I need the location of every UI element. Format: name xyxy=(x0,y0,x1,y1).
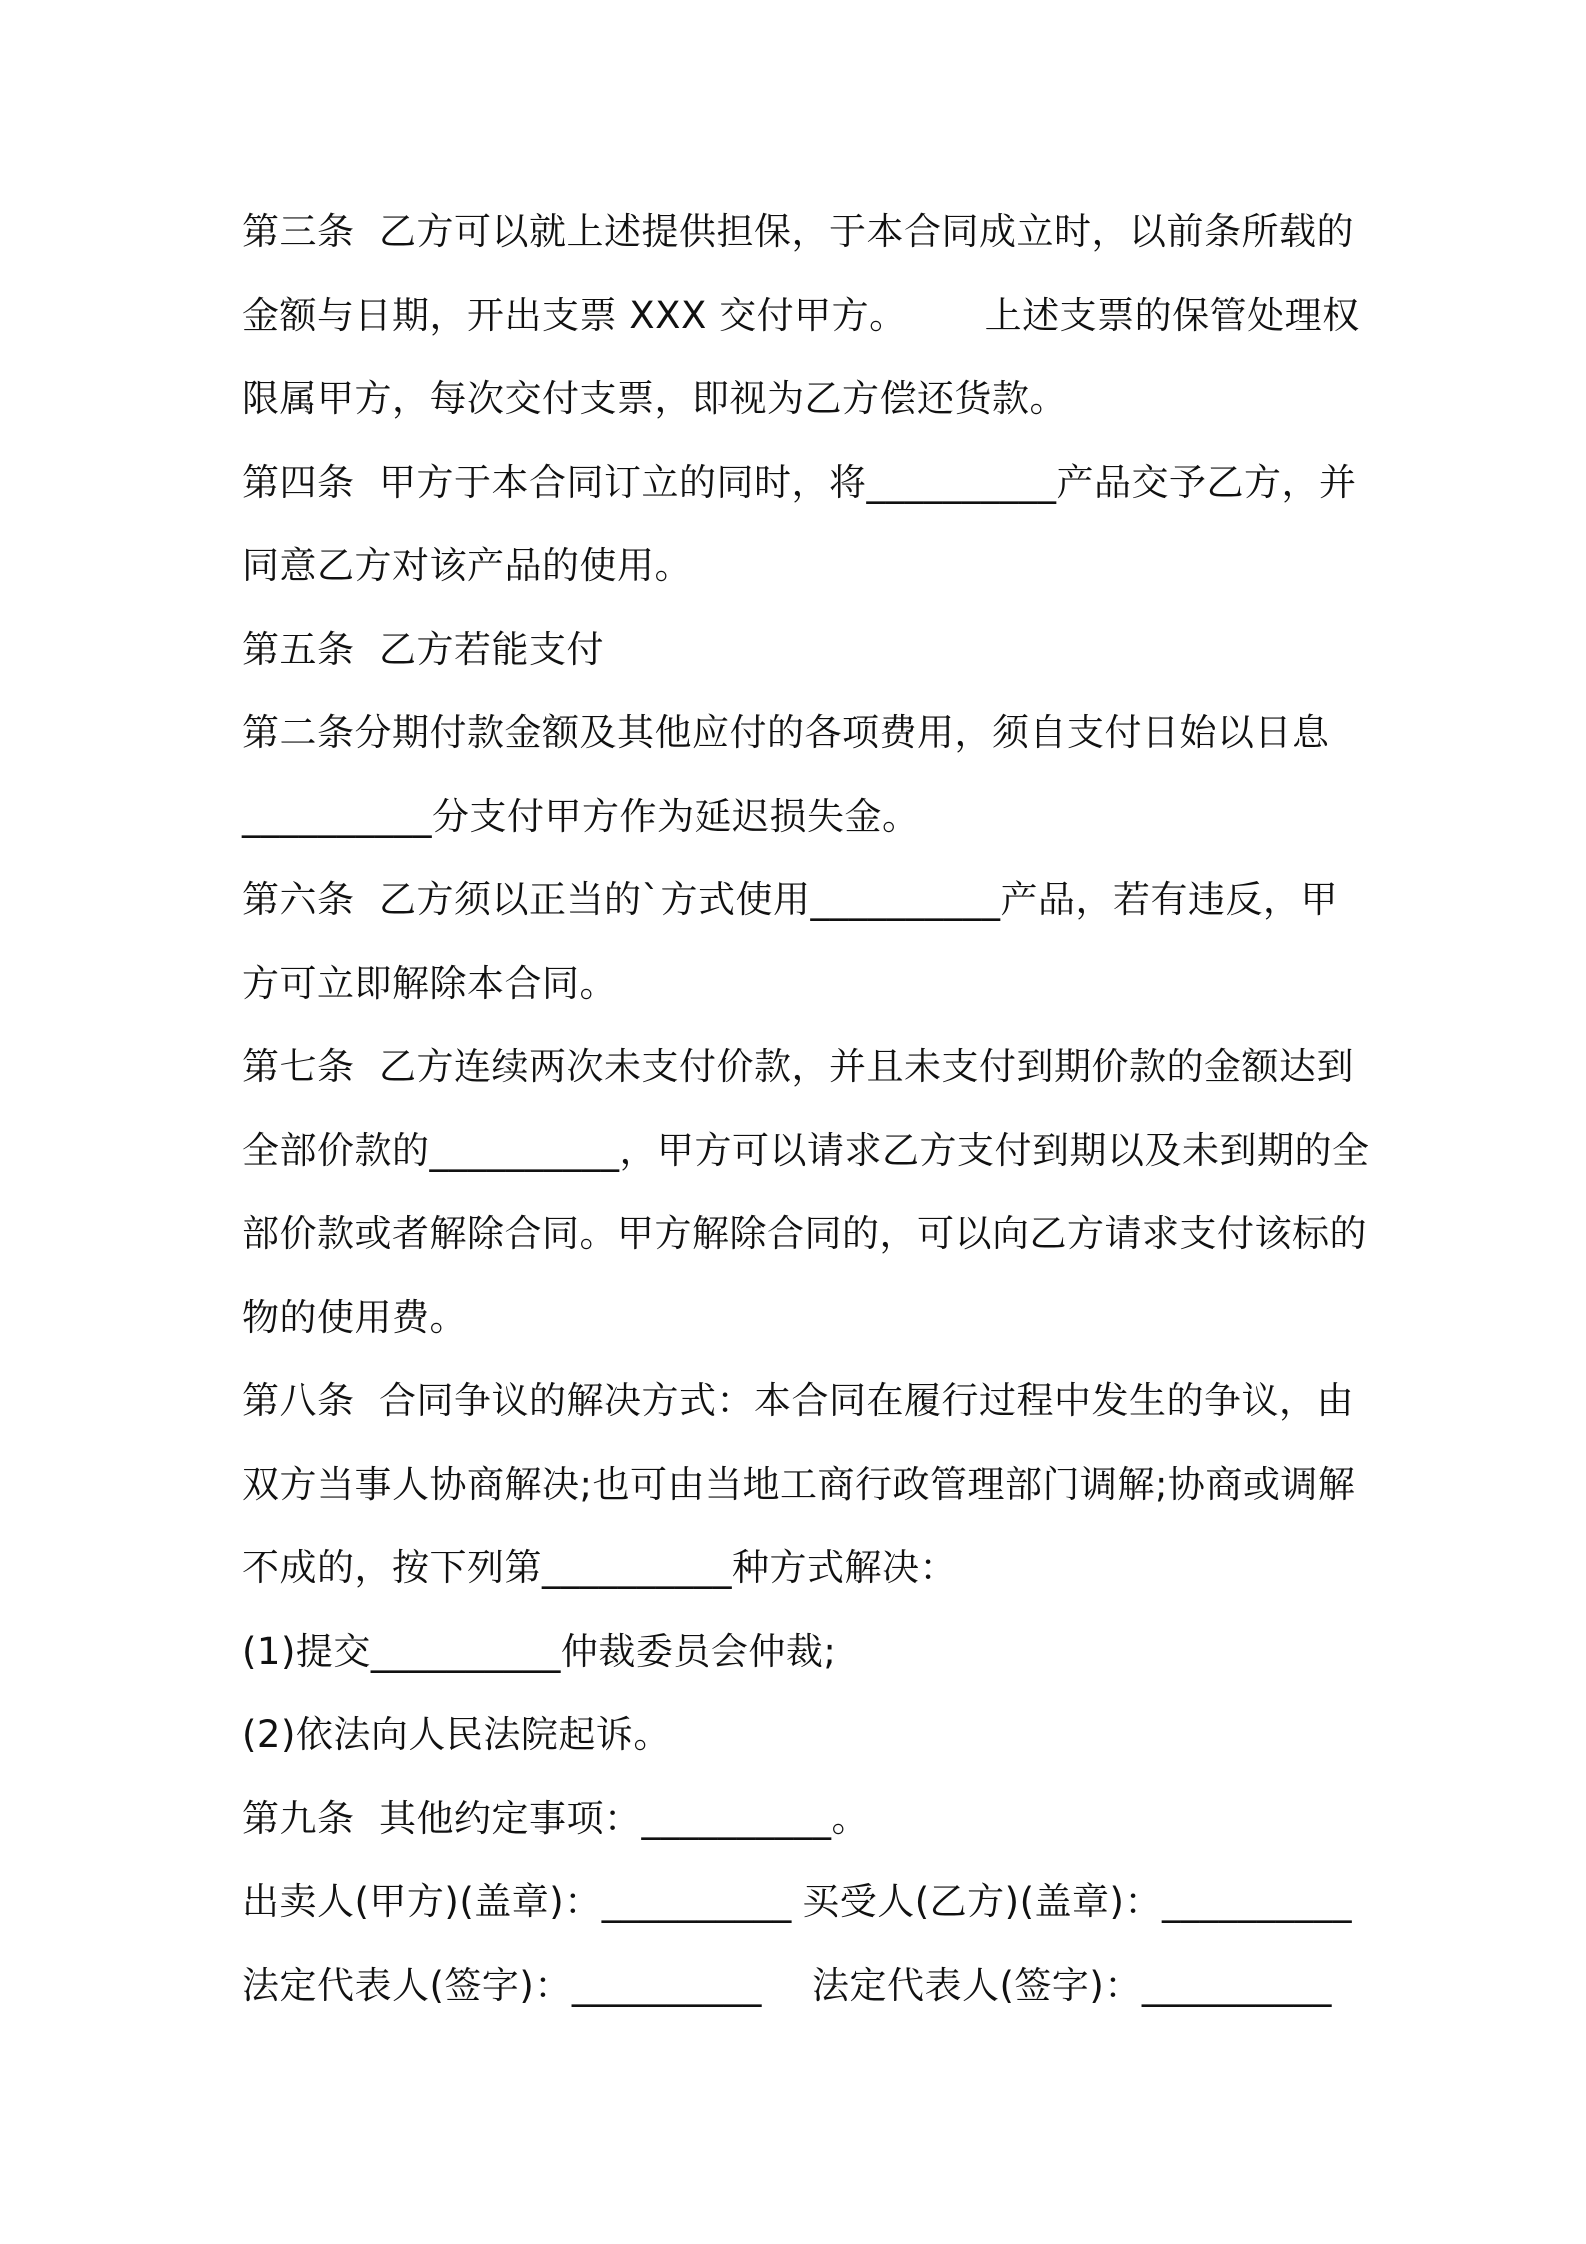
article-3-line-2 xyxy=(242,274,1360,358)
article-8-option-1: (1)提交__________仲裁委员会仲裁; xyxy=(242,1629,837,1673)
article-7-line-3: 部价款或者解除合同。甲方解除合同的，可以向乙方请求支付该标的 xyxy=(242,1212,1367,1255)
article-3-line-1: 第三条 乙方可以就上述提供担保，于本合同成立时，以前条所载的 xyxy=(242,210,1355,253)
article-8-line-3: 不成的，按下列第__________种方式解决： xyxy=(242,1546,957,1589)
seller-representative-field: 法定代表人(签字)：__________ xyxy=(242,1963,762,2007)
article-9-line-1: 第九条 其他约定事项：__________。 xyxy=(242,1796,870,1840)
article-7-line-1: 第七条 乙方连续两次未支付价款，并且未支付到期价款的金额达到 xyxy=(242,1045,1355,1088)
article-8-line-2: 双方当事人协商解决;也可由当地工商行政管理部门调解;协商或调解 xyxy=(242,1462,1356,1506)
article-7-line-2: 全部价款的__________，甲方可以请求乙方支付到期以及未到期的全 xyxy=(242,1128,1370,1172)
buyer-seal-field: 买受人(乙方)(盖章)：__________ xyxy=(802,1880,1352,1923)
buyer-representative-field: 法定代表人(签字)：__________ xyxy=(812,1963,1332,2007)
article-5-line-3: __________分支付甲方作为延迟损失金。 xyxy=(242,794,920,838)
article-3-line-2-tail: 上述支票的保管处理权 xyxy=(984,293,1360,337)
article-8-option-2: (2)依法向人民法院起诉。 xyxy=(242,1713,671,1756)
article-3-line-2-text: 金额与日期，开出支票 XXX 交付甲方。 xyxy=(242,293,907,337)
article-3-line-3: 限属甲方，每次交付支票，即视为乙方偿还货款。 xyxy=(242,377,1067,420)
signature-row-seal xyxy=(242,1860,1352,1944)
article-4-line-1: 第四条 甲方于本合同订立的同时，将__________产品交予乙方，并 xyxy=(242,460,1357,504)
signature-row-representative xyxy=(242,1944,1352,2028)
article-8-line-1: 第八条 合同争议的解决方式：本合同在履行过程中发生的争议，由 xyxy=(242,1379,1355,1422)
article-5-line-1: 第五条 乙方若能支付 xyxy=(242,627,605,671)
article-7-line-4: 物的使用费。 xyxy=(242,1295,467,1339)
seller-seal-field: 出卖人(甲方)(盖章)：__________ xyxy=(242,1880,792,1923)
article-6-line-2: 方可立即解除本合同。 xyxy=(242,961,617,1005)
article-4-line-2: 同意乙方对该产品的使用。 xyxy=(242,544,692,587)
article-5-line-2: 第二条分期付款金额及其他应付的各项费用，须自支付日始以日息 xyxy=(242,711,1330,754)
article-6-line-1: 第六条 乙方须以正当的`方式使用__________产品，若有违反，甲 xyxy=(242,878,1339,921)
contract-page xyxy=(242,190,1370,2027)
